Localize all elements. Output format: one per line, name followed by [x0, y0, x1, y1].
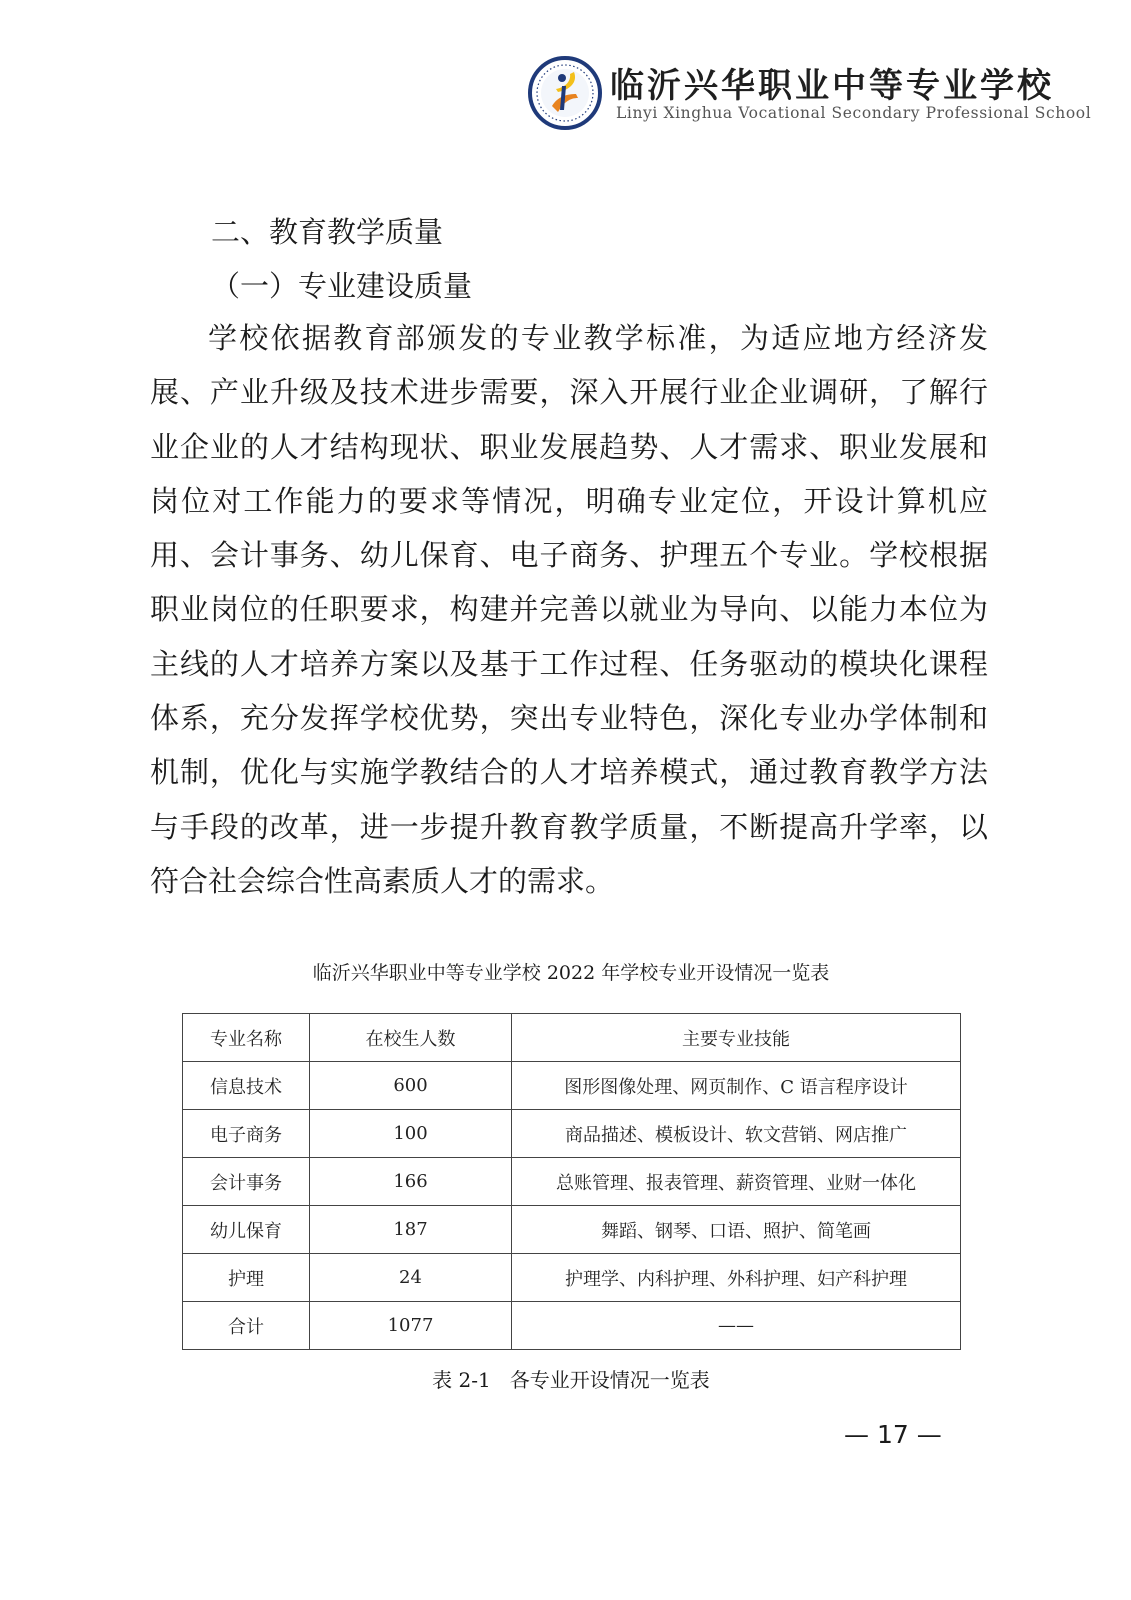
cell-skills: 商品描述、模板设计、软文营销、网店推广: [512, 1110, 961, 1158]
school-name-chinese: 临沂兴华职业中等专业学校: [610, 66, 1054, 106]
cell-students: 166: [310, 1158, 512, 1206]
cell-total-label: 合计: [183, 1302, 310, 1350]
subsection-heading: （一）专业建设质量: [211, 269, 473, 303]
table-title: 临沂兴华职业中等专业学校 2022 年学校专业开设情况一览表: [312, 962, 830, 984]
cell-major: 护理: [183, 1254, 310, 1302]
cell-major: 电子商务: [183, 1110, 310, 1158]
cell-students: 100: [310, 1110, 512, 1158]
school-name-english: Linyi Xinghua Vocational Secondary Professional School: [616, 104, 1092, 122]
cell-skills: 舞蹈、钢琴、口语、照护、简笔画: [512, 1206, 961, 1254]
column-header-students: 在校生人数: [310, 1014, 512, 1062]
school-logo-icon: [528, 56, 602, 130]
cell-skills: 护理学、内科护理、外科护理、妇产科护理: [512, 1254, 961, 1302]
table-caption: 表 2-1 各专业开设情况一览表: [432, 1368, 710, 1392]
table-row: [183, 1110, 961, 1158]
cell-total-students: 1077: [310, 1302, 512, 1350]
cell-major: 会计事务: [183, 1158, 310, 1206]
page-number: — 17 —: [844, 1420, 942, 1449]
cell-students: 600: [310, 1062, 512, 1110]
column-header-skills: 主要专业技能: [512, 1014, 961, 1062]
cell-skills: 图形图像处理、网页制作、C 语言程序设计: [512, 1062, 961, 1110]
section-heading: 二、教育教学质量: [211, 215, 444, 249]
cell-skills: 总账管理、报表管理、薪资管理、业财一体化: [512, 1158, 961, 1206]
cell-students: 24: [310, 1254, 512, 1302]
table-total-row: [183, 1302, 961, 1350]
majors-table: [182, 1013, 961, 1350]
cell-major: 信息技术: [183, 1062, 310, 1110]
cell-total-skills: ——: [512, 1302, 961, 1350]
table-row: [183, 1254, 961, 1302]
table-row: [183, 1158, 961, 1206]
page-header: [528, 54, 1092, 134]
cell-students: 187: [310, 1206, 512, 1254]
table-header-row: [183, 1014, 961, 1062]
cell-major: 幼儿保育: [183, 1206, 310, 1254]
body-paragraph: 学校依据教育部颁发的专业教学标准，为适应地方经济发展、产业升级及技术进步需要，深入开展行业企业调研，了解行业企业的人才结构现状、职业发展趋势、人才需求、职业发展和岗位对工作能力的要求等情况，明确专业定位，开设计算机应用、会计事务、幼儿保育、电子商务、护理五个专业。学校根据职业岗位的任职要求，构建并完善以就业为导向、以能力本位为主线的人才培养方案以及基于工作过程、任务驱动的模块化课程体系，充分发挥学校优势，突出专业特色，深化专业办学体制和机制，优化与实施学教结合的人才培养模式，通过教育教学方法与手段的改革，进一步提升教育教学质量，不断提高升学率，以符合社会综合性高素质人才的需求。: [150, 321, 988, 898]
table-row: [183, 1206, 961, 1254]
column-header-major: 专业名称: [183, 1014, 310, 1062]
table-row: [183, 1062, 961, 1110]
